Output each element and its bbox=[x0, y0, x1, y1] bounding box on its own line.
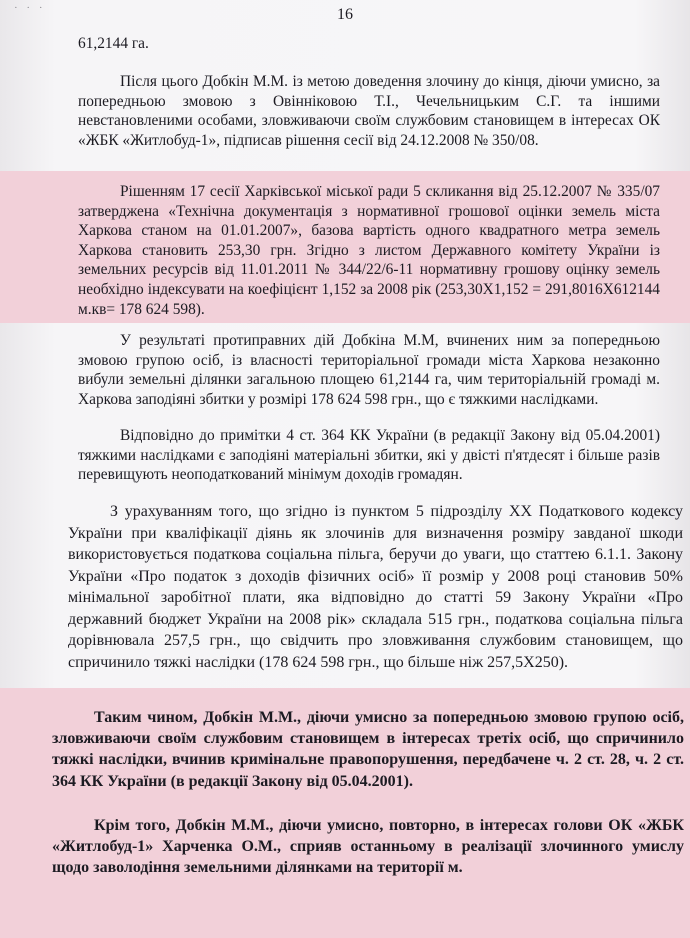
paragraph-valuation: Рішенням 17 сесії Харківської міської ради 5 скликання від 25.12.2007 № 335/07 затверджена «Технічна документація з нормативної грошової оцінки земель міста Харкова станом на 01.01.2007», базова вартість одного квадратного метра земель Харкова становить 253,30 грн. Згідно з листом Державного комітету України із земельних ресурсів від 11.01.2011 № 344/22/6-11 нормативну грошову оцінку земель необхідно індексувати на коефіцієнт 1,152 за 2008 рік (253,30Х1,152 = 291,8016Х612144 м.кв= 178 624 598). bbox=[78, 183, 660, 318]
paragraph-additional-episode: Крім того, Добкін М.М., діючи умисно, повторно, в інтересах голови ОК «ЖБК «Житлобуд-1» Харченка О.М., сприяв останньому в реалізації злочинного умислу щодо заволодіння земельними ділянками на території м. bbox=[52, 817, 684, 877]
paragraph-damages: У результаті протиправних дій Добкіна М.М, вчинених ним за попередньою змовою групою осіб, із власності територіальної громади міста Харкова незаконно вибули земельні ділянки загальною площею 61,2144 га, чим територіальній громаді м. Харкова заподіяні збитки у розмірі 178 624 598 грн., що є тяжкими наслідками. bbox=[78, 332, 660, 408]
page-number: 16 bbox=[337, 6, 353, 23]
paragraph-qualification: Таким чином, Добкін М.М., діючи умисно за попередньою змовою групою осіб, зловживаючи своїм службовим становищем в інтересах третіх осіб, що спричинило тяжкі наслідки, вчинив кримінальне правопорушення, передбачене ч. 2 ст. 28, ч. 2 ст. 364 КК України (в редакції Закону від 05.04.2001). bbox=[52, 709, 684, 790]
paragraph-tax-benefit: З урахуванням того, що згідно із пунктом 5 підрозділу XX Податкового кодексу України при кваліфікації діянь як злочинів для визначення розміру завданої шкоди використовується податкова соціальна пільга, беручи до уваги, що статтею 6.1.1. Закону України «Про податок з доходів фізичних осіб» її розмір у 2008 році становив 50% мінімальної заробітної плати, яка відповідно до статті 59 Закону України «Про державний бюджет України на 2008 рік» складала 515 грн., податкова соціальна пільга дорівнювала 257,5 грн., що свідчить про зловживання службовим становищем, що спричинило тяжкі наслідки (178 624 598 грн., що більше ніж 257,5Х250). bbox=[68, 503, 683, 671]
paragraph-signing: Після цього Добкін М.М. із метою доведення злочину до кінця, діючи умисно, за попередньою змовою з Овінніковою Т.І., Чечельницьким С.Г. та іншими невстановленими особами, зловживаючи своїм службовим становищем в інтересах ОК «ЖБК «Житлобуд-1», підписав рішення сесії від 24.12.2008 № 350/08. bbox=[78, 73, 660, 149]
paragraph-grave-consequences: Відповідно до примітки 4 ст. 364 КК України (в редакції Закону від 05.04.2001) тяжкими наслідками є заподіяні матеріальні збитки, які у двісті п'ятдесят і більше разів перевищують неоподаткований мінімум доходів громадян. bbox=[78, 427, 660, 484]
corner-mark: · · · bbox=[14, 2, 46, 14]
paragraph-area: 61,2144 га. bbox=[78, 35, 149, 52]
